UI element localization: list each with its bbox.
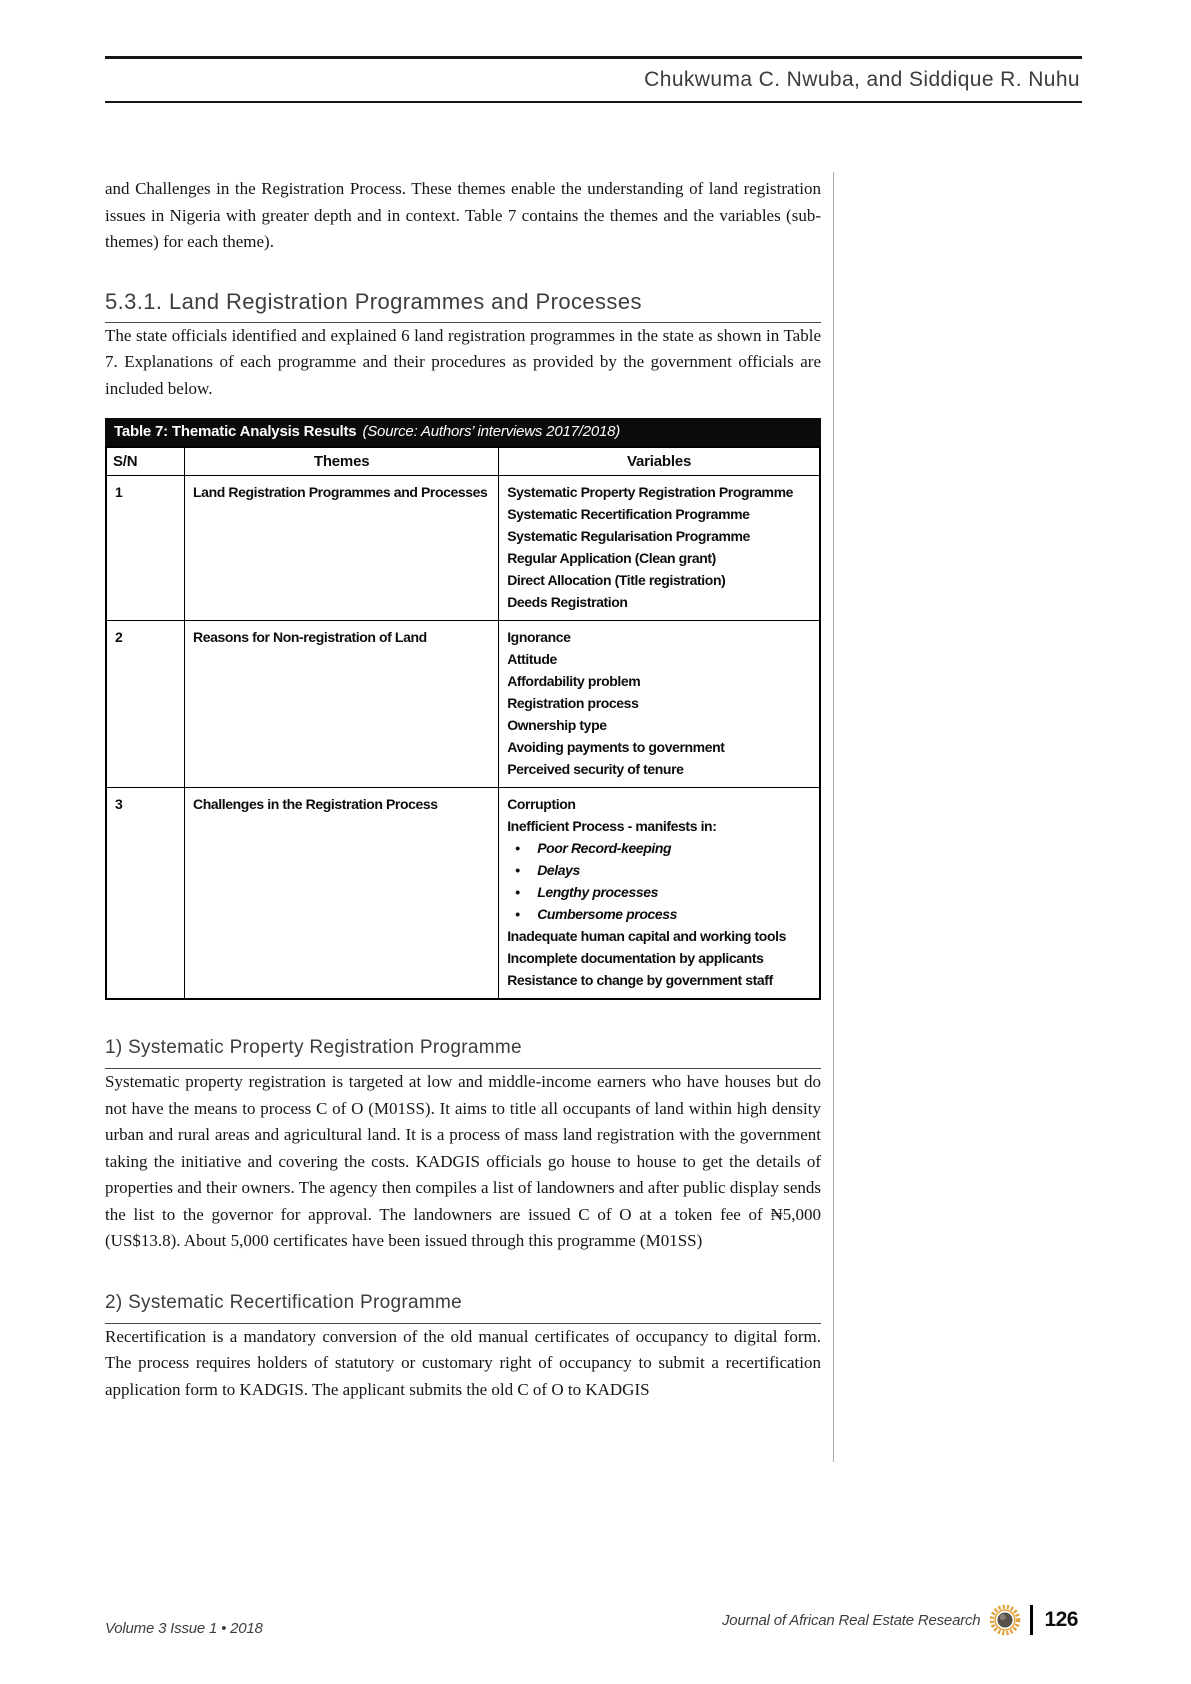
footer-right-group: [722, 1604, 1078, 1636]
subsection-2-title: 2) Systematic Recertification Programme: [105, 1292, 821, 1324]
subsection-2-paragraph: Recertification is a mandatory conversion of the old manual certificates of occupancy to digital form. The process requires holders of statutory or customary right of occupancy to submit a recertification application form to KADGIS. The applicant submits the old C of O to KADGIS: [105, 1326, 821, 1399]
variable-text: Incomplete documentation by applicants: [507, 950, 764, 966]
variable-text: Delays: [537, 862, 580, 878]
thematic-table-body: [106, 476, 820, 1000]
subsection-1-paragraph: Systematic property registration is targeted at low and middle-income earners who have houses but do not have the means to process C of O (M01SS). It aims to title all occupants of land within high density urban and rural areas and agricultural land. It is a process of mass land registration with the government taking the initiative and covering the costs. KADGIS officials go house to house to get the details of properties and their owners. The agency then compiles a list of landowners and after public display sends the list to the governor for approval. The landowners are issued C of O at a token fee of ₦5,000 (US$13.8). About 5,000 certificates have been issued through this programme (M01SS): [105, 1072, 821, 1250]
variable-line: [507, 692, 811, 714]
variable-line: [507, 758, 811, 780]
variable-line: [507, 591, 811, 613]
variable-text: Affordability problem: [507, 673, 641, 689]
cell-sn: 2: [106, 621, 185, 788]
variable-text: Deeds Registration: [507, 594, 628, 610]
variable-line: [507, 626, 811, 648]
table-row: [106, 621, 820, 788]
variable-line: [507, 648, 811, 670]
page-number: 126: [1044, 1608, 1078, 1631]
table-source: (Source: Authors’ interviews 2017/2018): [362, 423, 621, 440]
variable-text: Regular Application (Clean grant): [507, 550, 716, 566]
variable-line: [507, 947, 811, 969]
column-header-themes: Themes: [185, 447, 499, 476]
variable-line: [507, 925, 811, 947]
variable-line: [507, 569, 811, 591]
variable-text: Lengthy processes: [537, 884, 658, 900]
variable-line: [507, 903, 811, 925]
variable-text: Systematic Recertification Programme: [507, 506, 750, 522]
table-row: [106, 476, 820, 621]
variable-line: [507, 547, 811, 569]
variable-line: [507, 525, 811, 547]
column-header-variables: Variables: [499, 447, 820, 476]
variable-line: [507, 481, 811, 503]
intro-paragraph: and Challenges in the Registration Process. These themes enable the understanding of land registration issues in Nigeria with greater depth and in context. Table 7 contains the themes and the variables (sub-themes) for each theme).: [105, 179, 821, 251]
variable-text: Perceived security of tenure: [507, 761, 684, 777]
variable-line: [507, 815, 811, 837]
bullet-icon: •: [515, 840, 520, 856]
margin-rule: [833, 172, 834, 1462]
page-footer: [105, 1598, 1078, 1642]
cell-theme: Land Registration Programmes and Processes: [185, 476, 499, 621]
table-title: Table 7: Thematic Analysis Results: [114, 423, 357, 440]
cell-theme: Challenges in the Registration Process: [185, 788, 499, 1000]
variable-line: [507, 670, 811, 692]
footer-divider: [1030, 1605, 1033, 1635]
cell-sn: 3: [106, 788, 185, 1000]
cell-sn: 1: [106, 476, 185, 621]
variable-line: [507, 503, 811, 525]
variable-text: Ownership type: [507, 717, 607, 733]
variable-line: [507, 969, 811, 991]
variable-line: [507, 859, 811, 881]
bullet-icon: •: [515, 906, 520, 922]
variable-text: Avoiding payments to government: [507, 739, 725, 755]
thematic-analysis-table: [105, 446, 821, 1000]
subsection-1-title: 1) Systematic Property Registration Programme: [105, 1037, 821, 1069]
variable-line: [507, 714, 811, 736]
variable-text: Systematic Regularisation Programme: [507, 528, 750, 544]
journal-name: Journal of African Real Estate Research: [722, 1611, 981, 1629]
author-names: Chukwuma C. Nwuba, and Siddique R. Nuhu: [644, 68, 1080, 91]
variable-line: [507, 736, 811, 758]
variable-line: [507, 837, 811, 859]
bullet-icon: •: [515, 884, 520, 900]
table-row: [106, 788, 820, 1000]
variable-text: Corruption: [507, 796, 576, 812]
cell-variables: [499, 476, 820, 621]
journal-logo-icon: [989, 1604, 1021, 1636]
section-title-531: 5.3.1. Land Registration Programmes and Processes: [105, 289, 821, 323]
page-header: [105, 56, 1082, 103]
table-7: [105, 418, 821, 1000]
variable-text: Inefficient Process - manifests in:: [507, 818, 717, 834]
table-title-bar: [105, 418, 821, 446]
table-header: [106, 447, 820, 476]
variable-text: Poor Record-keeping: [537, 840, 672, 856]
variable-text: Direct Allocation (Title registration): [507, 572, 726, 588]
bullet-icon: •: [515, 862, 520, 878]
page-content: [105, 176, 821, 1403]
variable-text: Ignorance: [507, 629, 571, 645]
volume-issue: Volume 3 Issue 1 • 2018: [105, 1619, 263, 1637]
cell-variables: [499, 788, 820, 1000]
variable-text: Resistance to change by government staff: [507, 972, 773, 988]
variable-line: [507, 793, 811, 815]
column-header-sn: S/N: [106, 447, 185, 476]
variable-line: [507, 881, 811, 903]
cell-theme: Reasons for Non-registration of Land: [185, 621, 499, 788]
cell-variables: [499, 621, 820, 788]
variable-text: Systematic Property Registration Programme: [507, 484, 794, 500]
variable-text: Attitude: [507, 651, 557, 667]
section-531-paragraph: The state officials identified and explained 6 land registration programmes in the state as shown in Table 7. Explanations of each programme and their procedures as provided by the government officials are included below.: [105, 325, 821, 398]
variable-text: Registration process: [507, 695, 639, 711]
variable-text: Cumbersome process: [537, 906, 678, 922]
variable-text: Inadequate human capital and working tools: [507, 928, 786, 944]
